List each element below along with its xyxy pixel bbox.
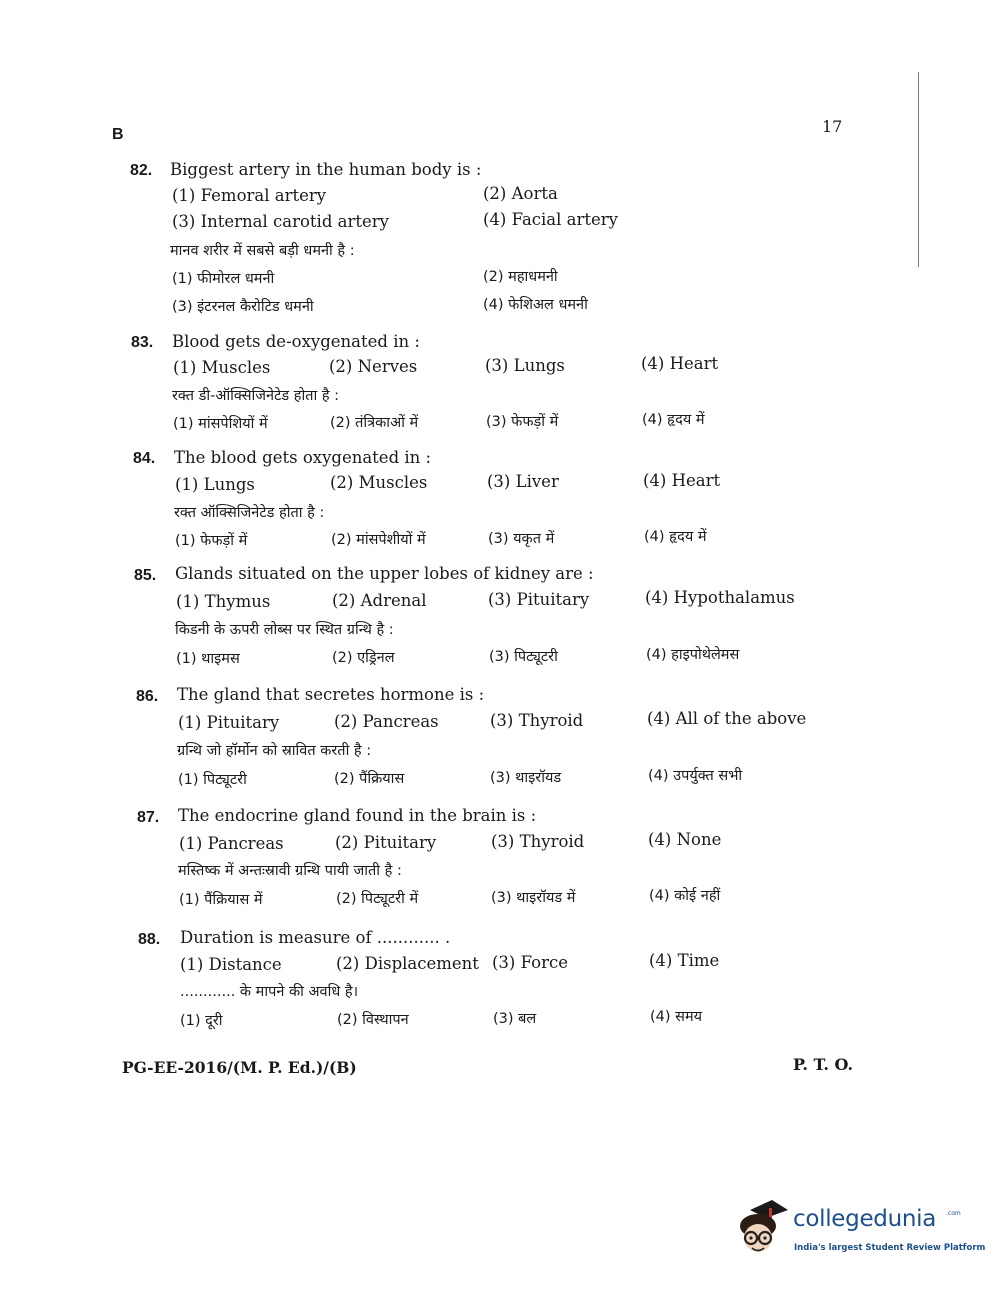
option-3-english: (3) Liver — [487, 472, 559, 491]
option-1-english: (1) Femoral artery — [172, 186, 327, 205]
option-4-english: (4) Time — [649, 951, 720, 970]
option-1-english: (1) Lungs — [175, 475, 255, 494]
question-number: 87. — [137, 809, 160, 826]
option-4-english: (4) Heart — [643, 471, 721, 490]
option-4-hindi: (4) हाइपोथेलेमस — [646, 647, 740, 663]
option-2-english: (2) Pancreas — [334, 712, 439, 731]
logo-domain-suffix: .com — [946, 1210, 961, 1217]
please-turn-over: P. T. O. — [793, 1055, 854, 1074]
question-text-english: The blood gets oxygenated in : — [174, 448, 432, 467]
option-1-hindi: (1) पिट्यूटरी — [178, 772, 247, 788]
option-1-english: (1) Muscles — [173, 358, 271, 377]
option-3-english: (3) Force — [492, 953, 568, 972]
option-1-hindi: (1) फेफड़ों में — [175, 533, 248, 549]
question-text-english: The gland that secretes hormone is : — [177, 685, 485, 704]
option-2-hindi: (2) महाधमनी — [483, 269, 558, 285]
page-number: 17 — [822, 117, 843, 136]
option-2-english: (2) Aorta — [483, 184, 558, 203]
question-number: 84. — [133, 450, 156, 467]
option-2-english: (2) Displacement — [336, 954, 479, 973]
question-text-english: Duration is measure of ............ . — [180, 928, 451, 947]
option-2-hindi: (2) पैंक्रियास — [334, 771, 405, 787]
option-4-hindi: (4) उपर्युक्त सभी — [648, 768, 743, 784]
option-1-english: (1) Thymus — [176, 592, 271, 611]
option-1-hindi: (1) मांसपेशियों में — [173, 416, 268, 432]
question-number: 82. — [130, 162, 153, 179]
set-label: B — [112, 126, 124, 143]
question-number: 83. — [131, 334, 154, 351]
option-4-hindi: (4) कोई नहीं — [649, 888, 721, 904]
option-4-hindi: (4) हृदय में — [644, 529, 707, 545]
option-2-hindi: (2) मांसपेशीयों में — [331, 532, 426, 548]
option-1-hindi: (1) थाइमस — [176, 651, 240, 667]
margin-rule — [918, 72, 919, 267]
option-4-english: (4) Facial artery — [483, 210, 618, 229]
option-3-hindi: (3) थाइरॉयड में — [491, 890, 576, 906]
option-2-hindi: (2) विस्थापन — [337, 1012, 409, 1028]
option-3-hindi: (3) यकृत में — [488, 531, 555, 547]
question-text-hindi: रक्त ऑक्सिजिनेटेड होता है : — [174, 505, 325, 521]
option-1-english: (1) Distance — [180, 955, 282, 974]
question-text-hindi: रक्त डी-ऑक्सिजिनेटेड होता है : — [172, 388, 340, 404]
option-2-hindi: (2) तंत्रिकाओं में — [330, 415, 419, 431]
option-3-english: (3) Internal carotid artery — [172, 212, 389, 231]
question-number: 88. — [138, 931, 161, 948]
option-2-english: (2) Adrenal — [332, 591, 427, 610]
option-3-english: (3) Lungs — [485, 356, 565, 375]
option-3-english: (3) Pituitary — [488, 590, 590, 609]
option-4-hindi: (4) समय — [650, 1009, 703, 1025]
option-2-english: (2) Nerves — [329, 357, 418, 376]
question-text-english: The endocrine gland found in the brain is : — [178, 806, 537, 825]
collegedunia-logo — [736, 1196, 986, 1266]
question-text-hindi: मानव शरीर में सबसे बड़ी धमनी है : — [170, 243, 355, 259]
option-3-hindi: (3) पिट्यूटरी — [489, 649, 558, 665]
option-3-hindi: (3) इंटरनल कैरोटिड धमनी — [172, 299, 314, 315]
option-4-english: (4) None — [648, 830, 722, 849]
option-4-hindi: (4) फेशिअल धमनी — [483, 297, 588, 313]
question-text-english: Biggest artery in the human body is : — [170, 160, 482, 179]
option-3-english: (3) Thyroid — [490, 711, 584, 730]
option-1-english: (1) Pituitary — [178, 713, 280, 732]
option-3-hindi: (3) थाइरॉयड — [490, 770, 562, 786]
option-4-hindi: (4) हृदय में — [642, 412, 705, 428]
option-1-hindi: (1) फीमोरल धमनी — [172, 271, 275, 287]
paper-code: PG-EE-2016/(M. P. Ed.)/(B) — [122, 1058, 357, 1077]
question-text-hindi: ............ के मापने की अवधि है। — [180, 984, 359, 1000]
option-4-english: (4) Hypothalamus — [645, 588, 795, 607]
option-1-english: (1) Pancreas — [179, 834, 284, 853]
question-number: 86. — [136, 688, 159, 705]
option-2-english: (2) Muscles — [330, 473, 428, 492]
option-1-hindi: (1) दूरी — [180, 1013, 223, 1029]
question-text-hindi: ग्रन्थि जो हॉर्मोन को स्रावित करती है : — [177, 743, 372, 759]
option-1-hindi: (1) पैंक्रियास में — [179, 892, 263, 908]
question-number: 85. — [134, 567, 157, 584]
option-4-english: (4) Heart — [641, 354, 719, 373]
option-2-hindi: (2) एड्रिनल — [332, 650, 395, 666]
option-4-english: (4) All of the above — [647, 709, 807, 728]
question-text-english: Glands situated on the upper lobes of kidney are : — [175, 564, 594, 583]
option-3-hindi: (3) फेफड़ों में — [486, 414, 559, 430]
option-2-english: (2) Pituitary — [335, 833, 437, 852]
question-text-hindi: किडनी के ऊपरी लोब्स पर स्थित ग्रन्थि है : — [175, 622, 394, 638]
option-2-hindi: (2) पिट्यूटरी में — [336, 891, 419, 907]
logo-tagline: India's largest Student Review Platform — [794, 1243, 986, 1253]
option-3-hindi: (3) बल — [493, 1011, 537, 1027]
logo-wordmark: collegedunia — [793, 1206, 937, 1232]
mascot-icon — [736, 1196, 792, 1262]
option-3-english: (3) Thyroid — [491, 832, 585, 851]
question-text-hindi: मस्तिष्क में अन्तःस्रावी ग्रन्थि पायी जाती है : — [178, 863, 402, 879]
question-text-english: Blood gets de-oxygenated in : — [172, 332, 420, 351]
